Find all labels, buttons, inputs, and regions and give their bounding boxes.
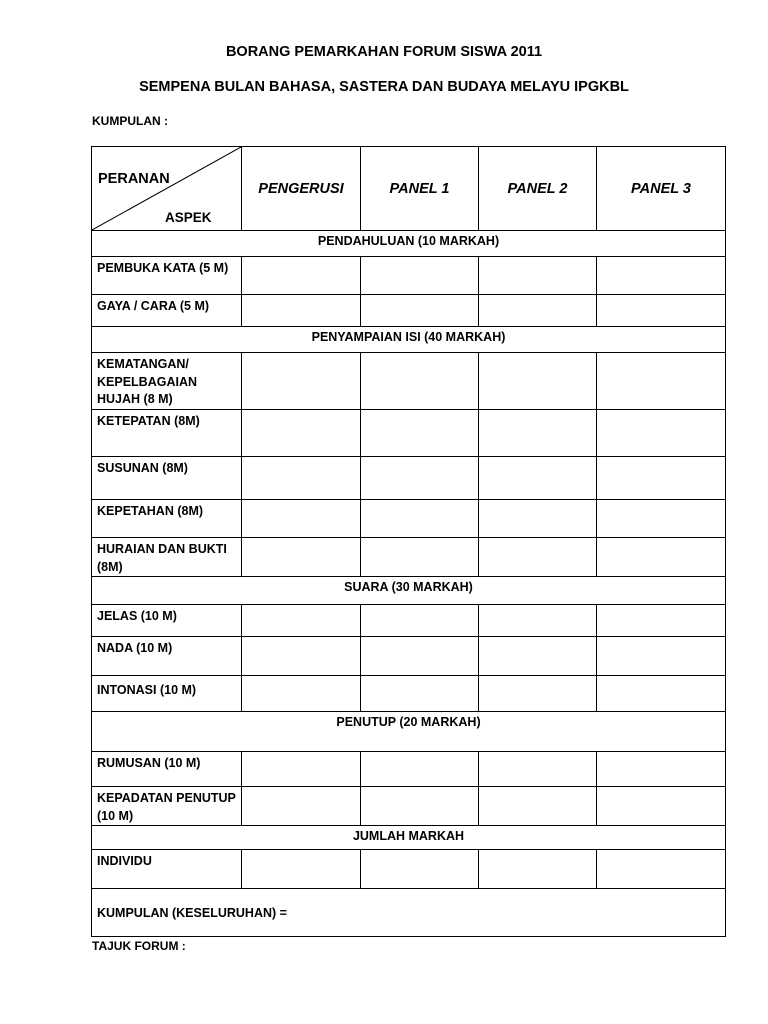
header-row — [92, 147, 726, 231]
score-cell[interactable] — [597, 410, 726, 457]
criterion-nada: NADA (10 M) — [92, 637, 242, 676]
table-row — [92, 752, 726, 787]
score-cell[interactable] — [361, 353, 479, 410]
score-cell[interactable] — [242, 353, 361, 410]
score-cell[interactable] — [242, 752, 361, 787]
kumpulan-label: KUMPULAN : — [92, 114, 168, 128]
form-title: BORANG PEMARKAHAN FORUM SISWA 2011 — [225, 44, 543, 60]
score-cell[interactable] — [597, 457, 726, 500]
criterion-huraian: HURAIAN DAN BUKTI (8M) — [92, 538, 242, 577]
score-cell[interactable] — [361, 257, 479, 295]
table-row — [92, 850, 726, 889]
section-row — [92, 577, 726, 605]
score-cell[interactable] — [242, 538, 361, 577]
score-cell[interactable] — [597, 500, 726, 538]
score-cell[interactable] — [597, 295, 726, 327]
score-cell[interactable] — [361, 538, 479, 577]
score-cell[interactable] — [361, 295, 479, 327]
criterion-pembuka-kata: PEMBUKA KATA (5 M) — [92, 257, 242, 295]
table-row — [92, 500, 726, 538]
section-row — [92, 231, 726, 257]
criterion-gaya-cara: GAYA / CARA (5 M) — [92, 295, 242, 327]
score-cell[interactable] — [242, 410, 361, 457]
score-cell[interactable] — [597, 353, 726, 410]
score-cell[interactable] — [361, 605, 479, 637]
score-cell[interactable] — [479, 353, 597, 410]
criterion-kepadatan-penutup: KEPADATAN PENUTUP (10 M) — [92, 787, 242, 826]
scoring-table — [91, 146, 726, 937]
score-cell[interactable] — [479, 457, 597, 500]
criterion-ketepatan: KETEPATAN (8M) — [92, 410, 242, 457]
score-cell[interactable] — [597, 676, 726, 712]
score-cell[interactable] — [479, 538, 597, 577]
table-row — [92, 353, 726, 410]
score-cell[interactable] — [479, 676, 597, 712]
corner-label-aspek: ASPEK — [165, 210, 212, 225]
score-cell[interactable] — [361, 676, 479, 712]
score-cell[interactable] — [597, 787, 726, 826]
score-cell[interactable] — [597, 538, 726, 577]
score-cell[interactable] — [361, 752, 479, 787]
score-cell[interactable] — [597, 752, 726, 787]
score-cell[interactable] — [361, 637, 479, 676]
criterion-intonasi: INTONASI (10 M) — [92, 676, 242, 712]
criterion-jelas: JELAS (10 M) — [92, 605, 242, 637]
score-cell[interactable] — [361, 850, 479, 889]
score-cell[interactable] — [361, 500, 479, 538]
score-cell[interactable] — [597, 605, 726, 637]
table-row — [92, 787, 726, 826]
score-cell[interactable] — [479, 257, 597, 295]
section-penutup: PENUTUP (20 MARKAH) — [92, 712, 726, 752]
table-row — [92, 457, 726, 500]
score-cell[interactable] — [361, 457, 479, 500]
score-cell[interactable] — [242, 500, 361, 538]
score-cell[interactable] — [242, 850, 361, 889]
kumpulan-keseluruhan: KUMPULAN (KESELURUHAN) = — [92, 889, 726, 937]
score-cell[interactable] — [479, 787, 597, 826]
section-suara: SUARA (30 MARKAH) — [92, 577, 726, 605]
criterion-susunan: SUSUNAN (8M) — [92, 457, 242, 500]
score-cell[interactable] — [242, 676, 361, 712]
column-header-panel-1: PANEL 1 — [361, 147, 479, 231]
column-header-pengerusi: PENGERUSI — [242, 147, 361, 231]
table-row — [92, 676, 726, 712]
score-cell[interactable] — [479, 410, 597, 457]
total-row — [92, 889, 726, 937]
criterion-rumusan: RUMUSAN (10 M) — [92, 752, 242, 787]
score-cell[interactable] — [242, 637, 361, 676]
column-header-panel-2: PANEL 2 — [479, 147, 597, 231]
score-cell[interactable] — [597, 637, 726, 676]
score-cell[interactable] — [479, 637, 597, 676]
criterion-kematangan: KEMATANGAN/ KEPELBAGAIAN HUJAH (8 M) — [92, 353, 242, 410]
form-subtitle: SEMPENA BULAN BAHASA, SASTERA DAN BUDAYA MELAYU IPGKBL — [139, 79, 629, 95]
corner-label-peranan: PERANAN — [98, 171, 170, 187]
section-row — [92, 327, 726, 353]
score-cell[interactable] — [361, 787, 479, 826]
score-cell[interactable] — [479, 752, 597, 787]
score-cell[interactable] — [597, 850, 726, 889]
score-cell[interactable] — [242, 605, 361, 637]
section-row — [92, 826, 726, 850]
table-row — [92, 637, 726, 676]
table-row — [92, 257, 726, 295]
column-header-panel-3: PANEL 3 — [597, 147, 726, 231]
table-row — [92, 538, 726, 577]
score-cell[interactable] — [242, 787, 361, 826]
table-row — [92, 605, 726, 637]
section-penyampaian-isi: PENYAMPAIAN ISI (40 MARKAH) — [92, 327, 726, 353]
table-row — [92, 295, 726, 327]
tajuk-forum-label: TAJUK FORUM : — [92, 939, 186, 953]
score-cell[interactable] — [242, 257, 361, 295]
score-cell[interactable] — [242, 457, 361, 500]
corner-cell — [92, 147, 242, 231]
section-row — [92, 712, 726, 752]
criterion-individu: INDIVIDU — [92, 850, 242, 889]
table-row — [92, 410, 726, 457]
score-cell[interactable] — [479, 500, 597, 538]
score-cell[interactable] — [479, 850, 597, 889]
score-cell[interactable] — [242, 295, 361, 327]
section-jumlah-markah: JUMLAH MARKAH — [92, 826, 726, 850]
score-cell[interactable] — [597, 257, 726, 295]
score-cell[interactable] — [361, 410, 479, 457]
score-cell[interactable] — [479, 295, 597, 327]
score-cell[interactable] — [479, 605, 597, 637]
section-pendahuluan: PENDAHULUAN (10 MARKAH) — [92, 231, 726, 257]
criterion-kepetahan: KEPETAHAN (8M) — [92, 500, 242, 538]
